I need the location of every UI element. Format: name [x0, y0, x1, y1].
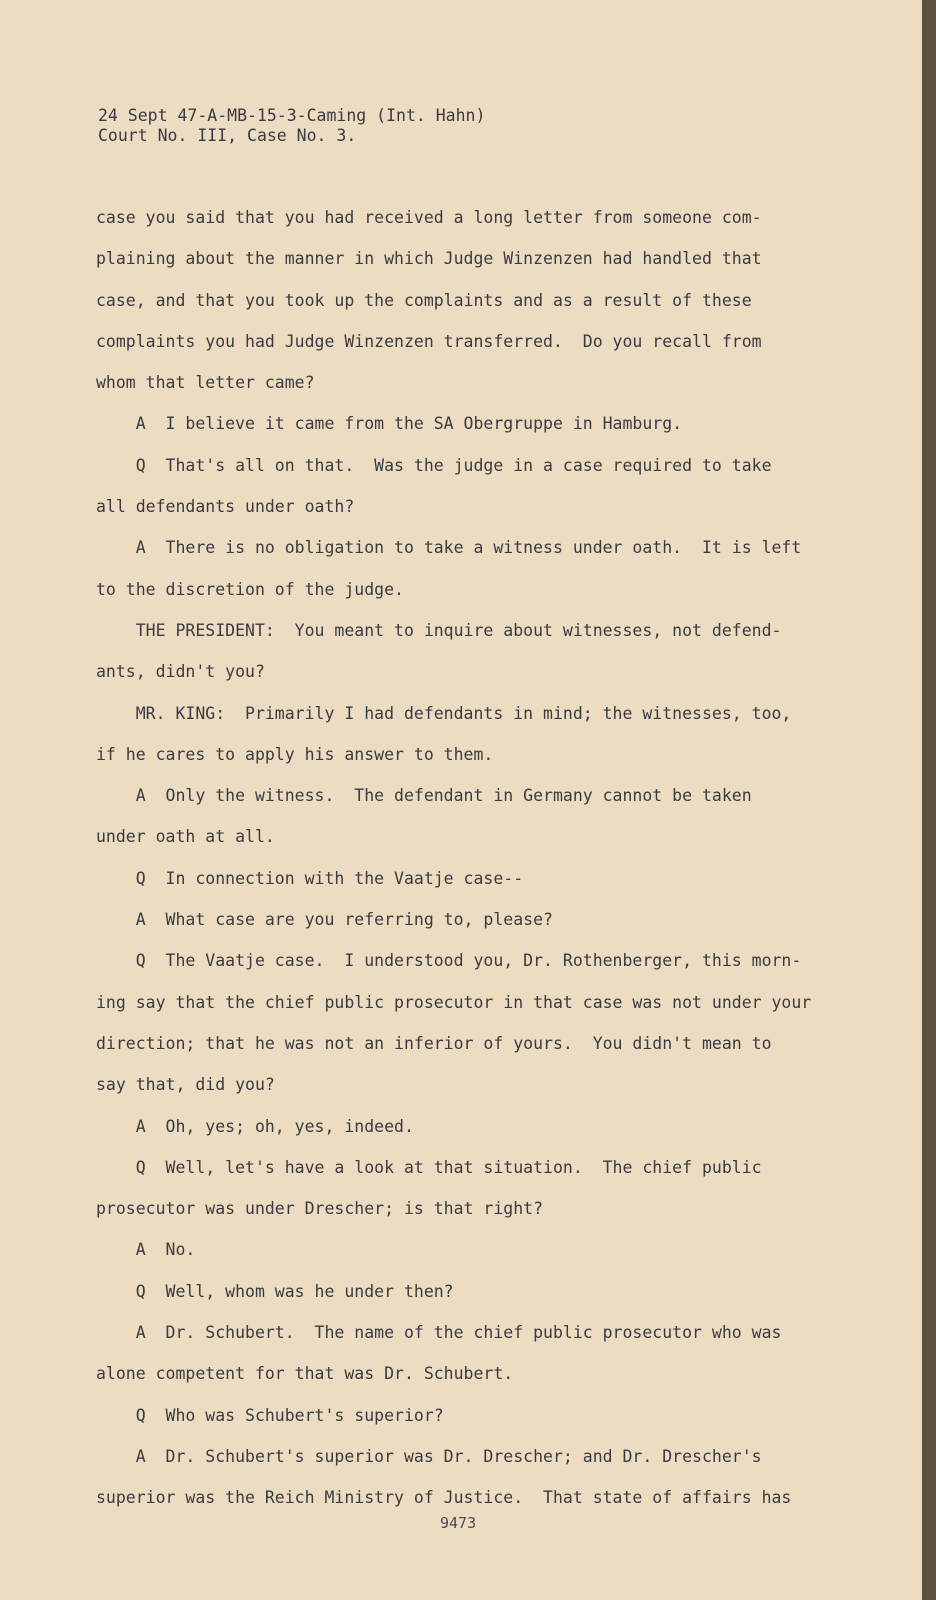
transcript-line: A What case are you referring to, please?	[96, 910, 553, 930]
document-header	[98, 106, 485, 146]
transcript-line: say that, did you?	[96, 1075, 275, 1095]
transcript-line: Q Well, let's have a look at that situation. The chief public	[96, 1157, 762, 1177]
transcript-line: superior was the Reich Ministry of Justice. That state of affairs has	[96, 1488, 792, 1508]
transcript-line: complaints you had Judge Winzenzen transferred. Do you recall from	[96, 331, 762, 351]
transcript-line: THE PRESIDENT: You meant to inquire about witnesses, not defend-	[96, 620, 782, 640]
transcript-line: ants, didn't you?	[96, 662, 265, 682]
transcript-body	[96, 208, 836, 1530]
transcript-line: prosecutor was under Drescher; is that right?	[96, 1199, 544, 1219]
transcript-line: Q That's all on that. Was the judge in a case required to take	[96, 455, 772, 475]
transcript-line: A Dr. Schubert. The name of the chief public prosecutor who was	[96, 1323, 782, 1343]
transcript-line: Q Well, whom was he under then?	[96, 1281, 454, 1301]
transcript-line: all defendants under oath?	[96, 497, 355, 517]
transcript-line: under oath at all.	[96, 827, 275, 847]
transcript-line: Q The Vaatje case. I understood you, Dr. Rothenberger, this morn-	[96, 951, 802, 971]
transcript-line: ing say that the chief public prosecutor in that case was not under your	[96, 992, 812, 1012]
page-number: 9473	[440, 1514, 477, 1532]
header-court-line: Court No. III, Case No. 3.	[98, 126, 357, 145]
transcript-line: direction; that he was not an inferior of yours. You didn't mean to	[96, 1033, 772, 1053]
transcript-line: MR. KING: Primarily I had defendants in mind; the witnesses, too,	[96, 703, 792, 723]
transcript-line: A Only the witness. The defendant in Germany cannot be taken	[96, 786, 752, 806]
transcript-line: whom that letter came?	[96, 373, 315, 393]
transcript-line: case you said that you had received a long letter from someone com-	[96, 208, 762, 227]
transcript-line: A Dr. Schubert's superior was Dr. Drescher; and Dr. Drescher's	[96, 1446, 762, 1466]
transcript-line: Q Who was Schubert's superior?	[96, 1405, 444, 1425]
transcript-line: if he cares to apply his answer to them.	[96, 744, 494, 764]
transcript-line: A There is no obligation to take a witness under oath. It is left	[96, 538, 802, 558]
transcript-line: alone competent for that was Dr. Schubert.	[96, 1364, 514, 1384]
transcript-line: A No.	[96, 1240, 196, 1260]
transcript-line: to the discretion of the judge.	[96, 579, 404, 599]
transcript-line: Q In connection with the Vaatje case--	[96, 868, 524, 888]
header-date-line: 24 Sept 47-A-MB-15-3-Caming (Int. Hahn)	[98, 106, 486, 125]
transcript-line: A Oh, yes; oh, yes, indeed.	[96, 1116, 414, 1136]
transcript-line: plaining about the manner in which Judge Winzenzen had handled that	[96, 249, 762, 269]
transcript-line: A I believe it came from the SA Obergruppe in Hamburg.	[96, 414, 683, 434]
transcript-line: case, and that you took up the complaints and as a result of these	[96, 290, 752, 310]
